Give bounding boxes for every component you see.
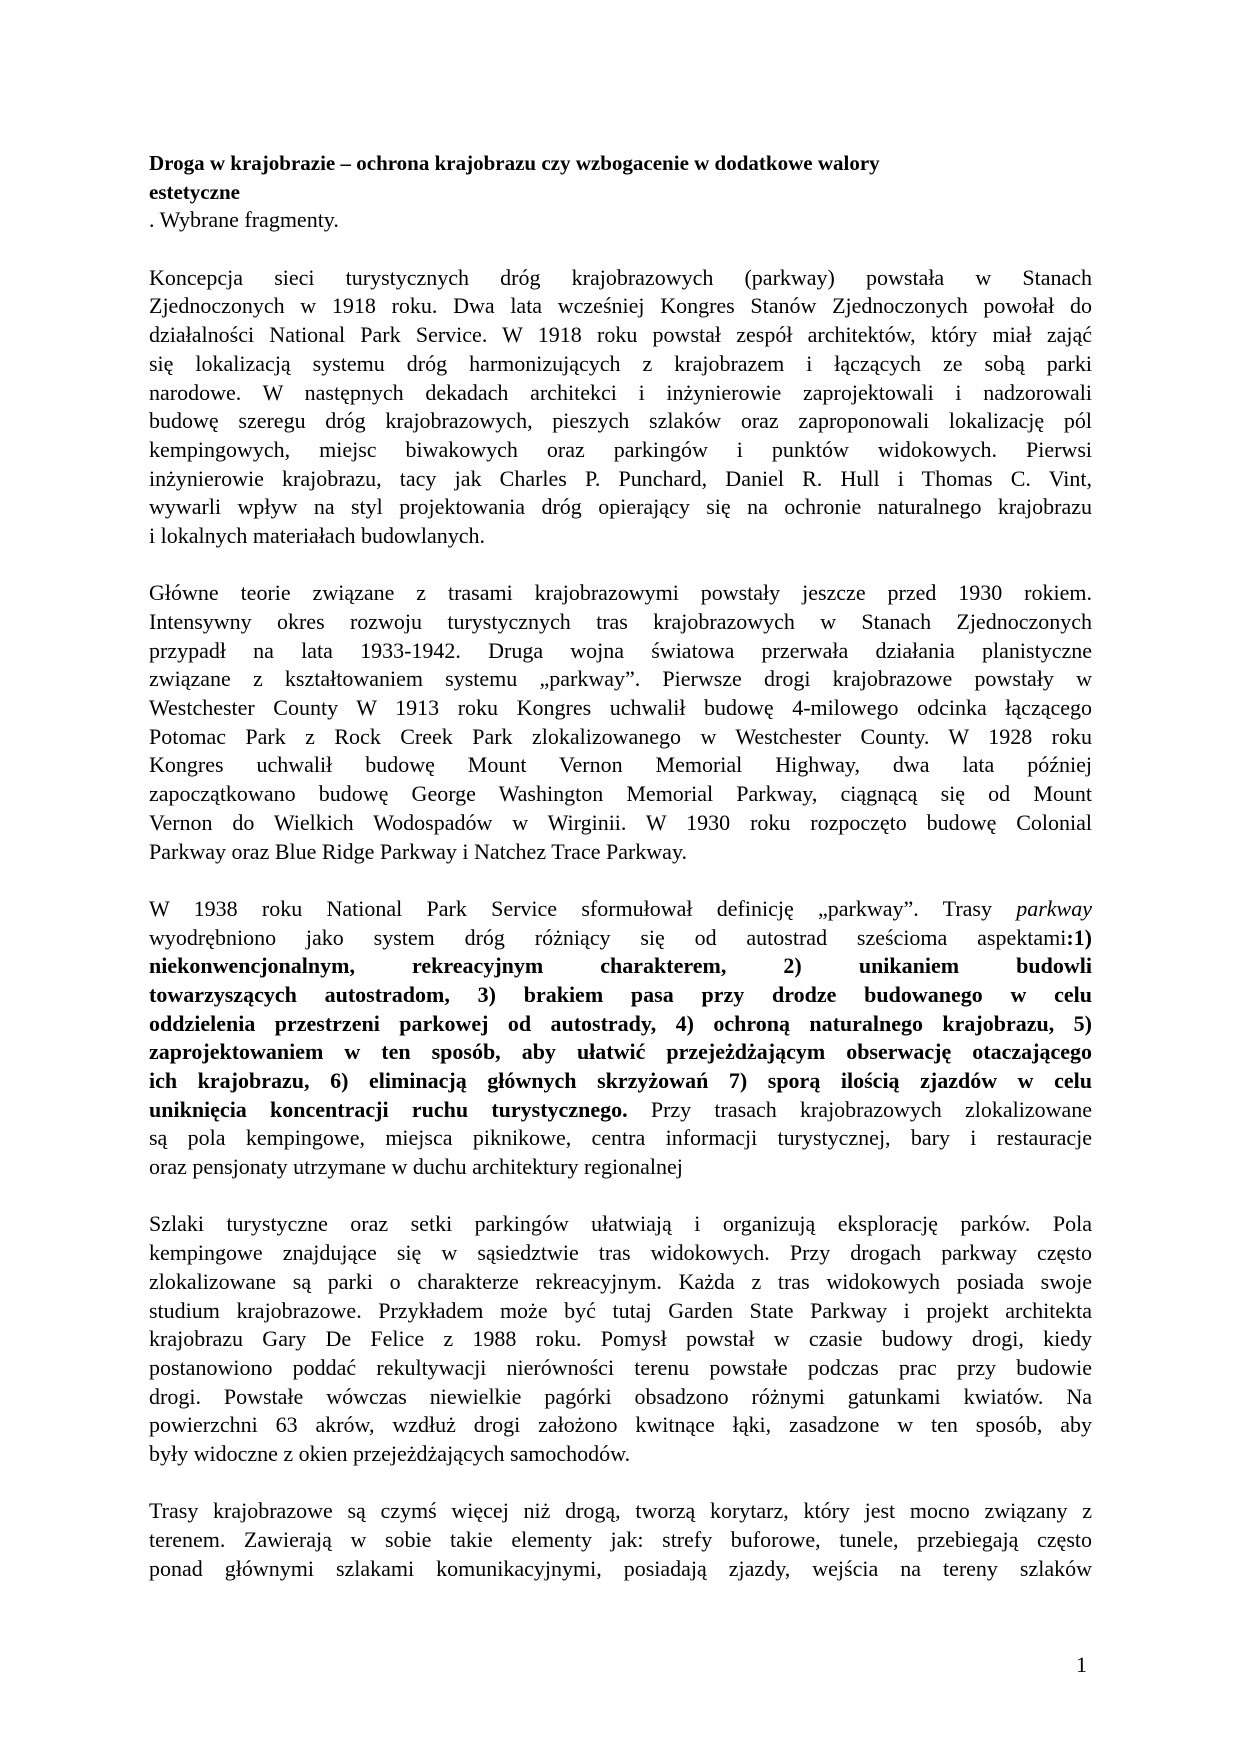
paragraph: [149, 264, 1092, 551]
document-title: [149, 149, 1092, 206]
text-line: [149, 838, 1092, 867]
text-run: drogi. Powstałe wówczas niewielkie pagórki obsadzono różnymi gatunkami kwiatów. Na: [149, 1383, 1092, 1409]
text-run: inżynierowie krajobrazu, tacy jak Charles P. Punchard, Daniel R. Hull i Thomas C. Vint,: [149, 465, 1092, 491]
text-run: Potomac Park z Rock Creek Park zlokalizowanego w Westchester County. W 1928 roku: [149, 723, 1092, 749]
text-line: [149, 292, 1092, 321]
text-line: [149, 350, 1092, 379]
text-line: [149, 637, 1092, 666]
text-line: [149, 1210, 1092, 1239]
text-line: [149, 407, 1092, 436]
text-line: [149, 1067, 1092, 1096]
text-line: [149, 1153, 1092, 1182]
text-line: [149, 1555, 1092, 1584]
text-line: [149, 1124, 1092, 1153]
text-line: [149, 1010, 1092, 1039]
text-line: [149, 780, 1092, 809]
text-run: zapoczątkowano budowę George Washington Memorial Parkway, ciągnącą się od Mount: [149, 781, 1092, 807]
text-run: ponad głównymi szlakami komunikacyjnymi, posiadają zjazdy, wejścia na tereny szlaków: [149, 1555, 1092, 1581]
italic-text: parkway: [1016, 895, 1092, 921]
text-run: działalności National Park Service. W 1918 roku powstał zespół architektów, który miał zająć: [149, 322, 1092, 348]
text-run: są pola kempingowe, miejsca piknikowe, centra informacji turystycznej, bary i restauracje: [149, 1125, 1092, 1151]
text-line: [149, 1354, 1092, 1383]
text-line: [149, 465, 1092, 494]
text-run: Koncepcja sieci turystycznych dróg krajobrazowych (parkway) powstała w Stanach: [149, 264, 1092, 290]
text-line: [149, 1440, 1092, 1469]
text-line: [149, 809, 1092, 838]
bold-text: :1): [1066, 924, 1092, 950]
paragraph-spacer: [149, 551, 1092, 580]
title-line: Droga w krajobrazie – ochrona krajobrazu czy wzbogacenie w dodatkowe walory: [149, 151, 880, 175]
text-run: Zjednoczonych w 1918 roku. Dwa lata wcześniej Kongres Stanów Zjednoczonych powołał do: [149, 293, 1092, 319]
text-line: [149, 321, 1092, 350]
document-page: [149, 149, 1092, 1583]
paragraph: [149, 1210, 1092, 1468]
text-run: wyodrębniono jako system dróg różniący się od autostrad sześcioma aspektami: [149, 924, 1067, 950]
text-run: W 1938 roku National Park Service sformułował definicję „parkway”. Trasy: [149, 895, 1017, 921]
text-line: [149, 436, 1092, 465]
text-run: Szlaki turystyczne oraz setki parkingów ułatwiają i organizują eksplorację parków. Pola: [149, 1211, 1092, 1237]
text-run: związane z kształtowaniem systemu „parkway”. Pierwsze drogi krajobrazowe powstały w: [149, 666, 1092, 692]
paragraph-spacer: [149, 1469, 1092, 1498]
text-line: [149, 1383, 1092, 1412]
text-run: przypadł na lata 1933-1942. Druga wojna światowa przerwała działania planistyczne: [149, 637, 1092, 663]
text-run: Westchester County W 1913 roku Kongres uchwalił budowę 4-milowego odcinka łączącego: [149, 695, 1092, 721]
text-run: oraz pensjonaty utrzymane w duchu architektury regionalnej: [149, 1154, 683, 1180]
page-number: 1: [1076, 1652, 1087, 1677]
text-run: terenem. Zawierają w sobie takie elementy jak: strefy buforowe, tunele, przebiegają często: [149, 1527, 1092, 1552]
text-line: [149, 264, 1092, 293]
text-line: [149, 981, 1092, 1010]
text-line: [149, 665, 1092, 694]
paragraph-spacer: [149, 866, 1092, 895]
bold-text: uniknięcia koncentracji ruchu turystycznego.: [149, 1096, 628, 1122]
text-line: [149, 1096, 1092, 1125]
document-body: [149, 235, 1092, 1583]
text-line: [149, 1325, 1092, 1354]
text-run: kempingowych, miejsc biwakowych oraz parkingów i punktów widokowych. Pierwsi: [149, 436, 1092, 462]
paragraph-spacer: [149, 235, 1092, 264]
text-run: i lokalnych materiałach budowlanych.: [149, 522, 485, 548]
paragraph: [149, 895, 1092, 1182]
title-line: estetyczne: [149, 179, 240, 204]
text-line: [149, 694, 1092, 723]
text-line: [149, 608, 1092, 637]
text-run: zlokalizowane są parki o charakterze rekreacyjnym. Każda z tras widokowych posiada swoje: [149, 1268, 1092, 1294]
text-run: wywarli wpływ na styl projektowania dróg opierający się na ochronie naturalnego krajobrazu: [149, 494, 1092, 520]
text-run: postanowiono poddać rekultywacji nierówności terenu powstałe podczas prac przy budowie: [149, 1354, 1092, 1380]
text-line: [149, 1038, 1092, 1067]
text-line: [149, 579, 1092, 608]
text-run: Kongres uchwalił budowę Mount Vernon Memorial Highway, dwa lata później: [149, 752, 1092, 778]
text-line: [149, 1268, 1092, 1297]
text-line: [149, 522, 1092, 551]
text-line: [149, 493, 1092, 522]
text-run: Parkway oraz Blue Ridge Parkway i Natchez Trace Parkway.: [149, 838, 688, 864]
text-run: Główne teorie związane z trasami krajobrazowymi powstały jeszcze przed 1930 rokiem.: [149, 580, 1092, 606]
paragraph: [149, 579, 1092, 866]
bold-text: zaprojektowaniem w ten sposób, aby ułatwić przejeżdżającym obserwację otaczającego: [149, 1039, 1092, 1065]
text-run: narodowe. W następnych dekadach architekci i inżynierowie zaprojektowali i nadzorowali: [149, 379, 1092, 405]
text-run: Intensywny okres rozwoju turystycznych tras krajobrazowych w Stanach Zjednoczonych: [149, 609, 1092, 634]
text-line: [149, 751, 1092, 780]
text-line: [149, 1297, 1092, 1326]
text-line: [149, 1497, 1092, 1526]
text-run: były widoczne z okien przejeżdżających samochodów.: [149, 1440, 631, 1466]
text-line: [149, 1239, 1092, 1268]
paragraph: [149, 1497, 1092, 1583]
bold-text: oddzielenia przestrzeni parkowej od autostrady, 4) ochroną naturalnego krajobrazu, 5): [149, 1010, 1092, 1036]
text-line: [149, 924, 1092, 953]
text-run: krajobrazu Gary De Felice z 1988 roku. Pomysł powstał w czasie budowy drogi, kiedy: [149, 1326, 1092, 1352]
text-line: [149, 895, 1092, 924]
bold-text: ich krajobrazu, 6) eliminacją głównych skrzyżowań 7) sporą ilością zjazdów w celu: [149, 1068, 1092, 1093]
text-line: [149, 1526, 1092, 1555]
text-run: studium krajobrazowe. Przykładem może być tutaj Garden State Parkway i projekt architekta: [149, 1297, 1092, 1323]
text-run: się lokalizacją systemu dróg harmonizujących z krajobrazem i łączących ze sobą parki: [149, 350, 1092, 376]
paragraph-spacer: [149, 1182, 1092, 1211]
text-run: Przy trasach krajobrazowych zlokalizowane: [627, 1096, 1092, 1122]
text-line: [149, 1411, 1092, 1440]
text-run: Vernon do Wielkich Wodospadów w Wirginii. W 1930 roku rozpoczęto budowę Colonial: [149, 809, 1092, 835]
bold-text: niekonwencjonalnym, rekreacyjnym charakterem, 2) unikaniem budowli: [149, 953, 1092, 979]
text-line: [149, 952, 1092, 981]
text-run: budowę szeregu dróg krajobrazowych, pieszych szlaków oraz zaproponowali lokalizację pól: [149, 408, 1092, 434]
bold-text: towarzyszących autostradom, 3) brakiem pasa przy drodze budowanego w celu: [149, 981, 1092, 1007]
document-subtitle: . Wybrane fragmenty.: [149, 207, 339, 233]
text-run: powierzchni 63 akrów, wzdłuż drogi założono kwitnące łąki, zasadzone w ten sposób, aby: [149, 1412, 1092, 1438]
text-line: [149, 379, 1092, 408]
text-run: kempingowe znajdujące się w sąsiedztwie tras widokowych. Przy drogach parkway często: [149, 1240, 1092, 1266]
text-line: [149, 723, 1092, 752]
text-run: Trasy krajobrazowe są czymś więcej niż drogą, tworzą korytarz, który jest mocno związany z: [149, 1498, 1092, 1524]
